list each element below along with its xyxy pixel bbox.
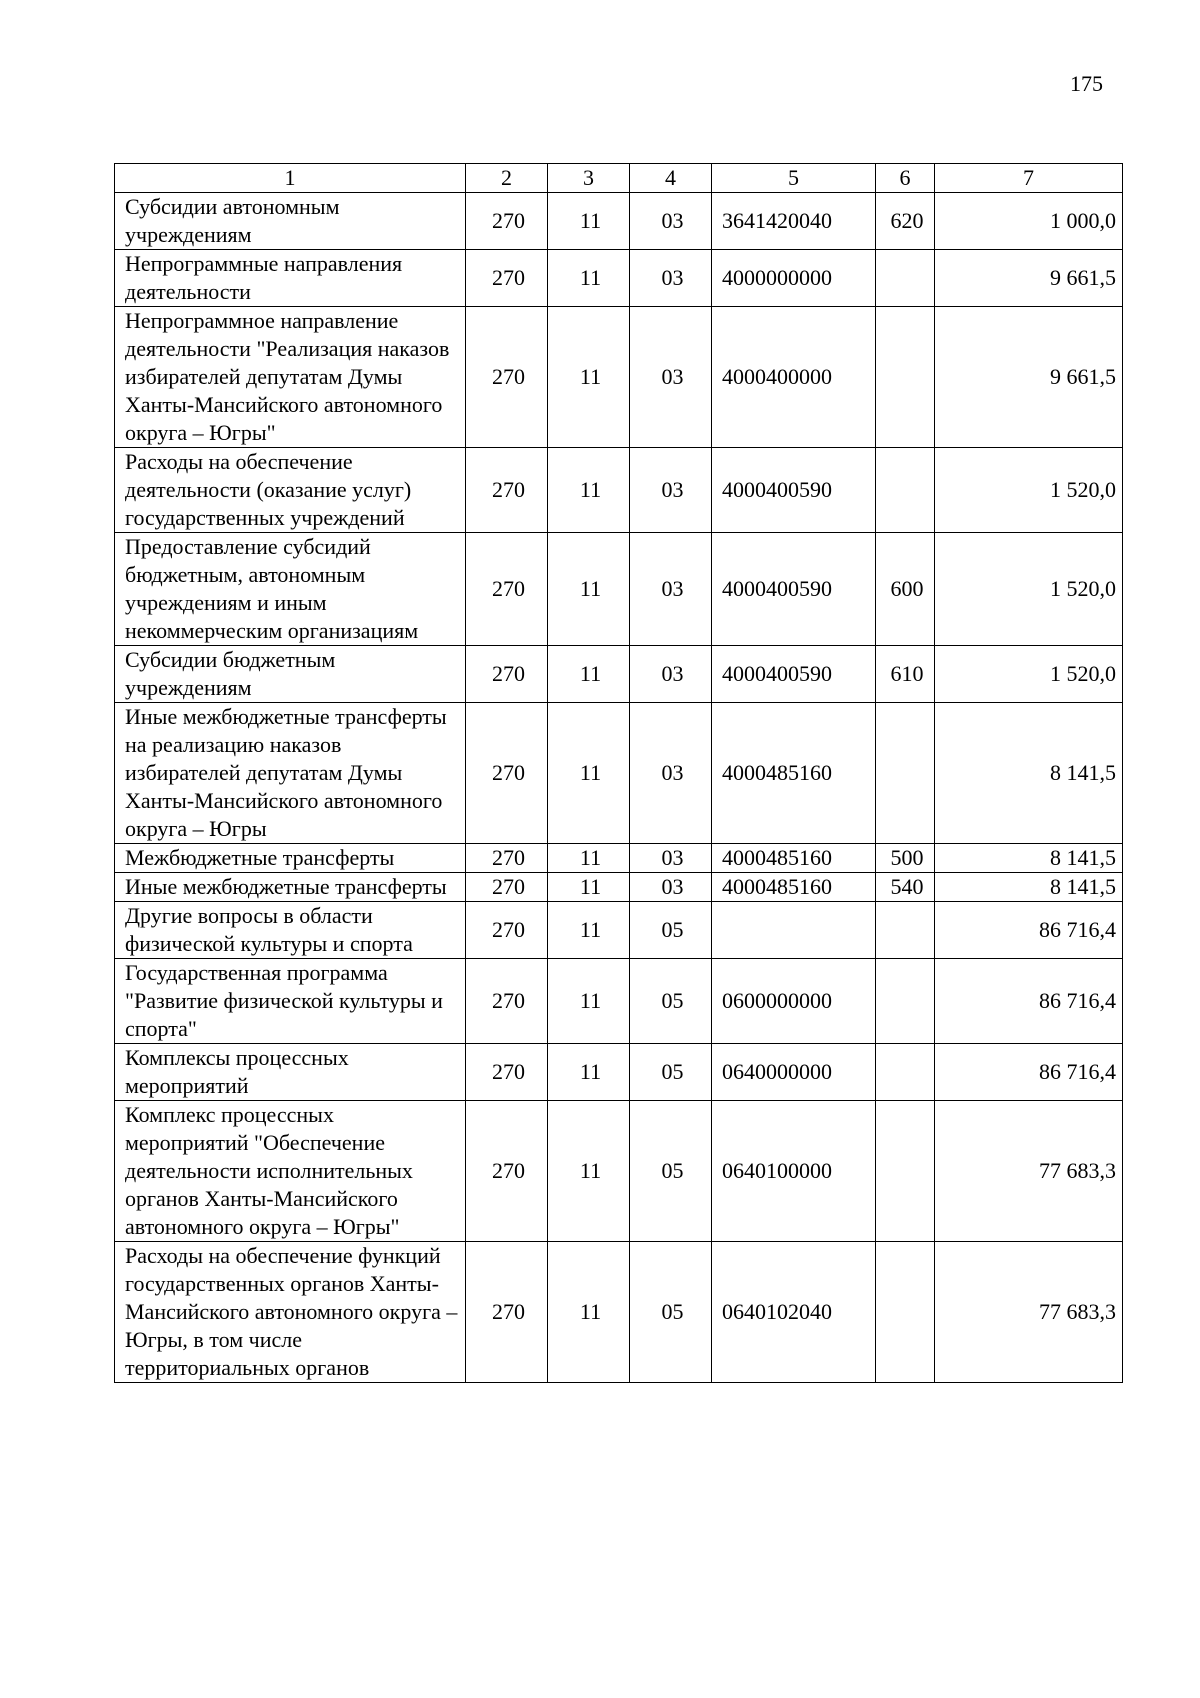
row-name: Субсидии бюджетным учреждениям xyxy=(115,646,466,703)
table-row xyxy=(115,1101,1123,1242)
row-name: Субсидии автономным учреждениям xyxy=(115,193,466,250)
row-expense-type xyxy=(876,902,935,959)
row-section: 11 xyxy=(548,959,630,1044)
header-row xyxy=(115,164,1123,193)
row-admin-code: 270 xyxy=(466,193,548,250)
table-row xyxy=(115,250,1123,307)
row-admin-code: 270 xyxy=(466,1242,548,1383)
row-name: Расходы на обеспечение функций государственных органов Ханты-Мансийского автономного округа – Югры, в том числе территориальных органов xyxy=(115,1242,466,1383)
row-subsection: 03 xyxy=(630,307,712,448)
header-col-7: 7 xyxy=(935,164,1123,193)
header-col-5: 5 xyxy=(712,164,876,193)
row-target-article xyxy=(712,902,876,959)
row-name: Непрограммное направление деятельности "Реализация наказов избирателей депутатам Думы Ханты-Мансийского автономного округа – Югры" xyxy=(115,307,466,448)
table-row xyxy=(115,307,1123,448)
header-col-3: 3 xyxy=(548,164,630,193)
row-section: 11 xyxy=(548,193,630,250)
row-target-article: 0640000000 xyxy=(712,1044,876,1101)
row-expense-type: 620 xyxy=(876,193,935,250)
row-target-article: 4000400000 xyxy=(712,307,876,448)
row-amount: 9 661,5 xyxy=(935,307,1123,448)
row-name: Непрограммные направления деятельности xyxy=(115,250,466,307)
row-target-article: 0640102040 xyxy=(712,1242,876,1383)
row-name: Государственная программа "Развитие физической культуры и спорта" xyxy=(115,959,466,1044)
table-row xyxy=(115,703,1123,844)
row-expense-type: 540 xyxy=(876,873,935,902)
row-subsection: 05 xyxy=(630,902,712,959)
row-section: 11 xyxy=(548,703,630,844)
page-number: 175 xyxy=(1070,71,1103,96)
row-subsection: 05 xyxy=(630,1101,712,1242)
row-expense-type xyxy=(876,1044,935,1101)
budget-table xyxy=(114,163,1123,1383)
row-section: 11 xyxy=(548,844,630,873)
row-amount: 1 000,0 xyxy=(935,193,1123,250)
row-amount: 1 520,0 xyxy=(935,448,1123,533)
row-amount: 77 683,3 xyxy=(935,1101,1123,1242)
table-row xyxy=(115,844,1123,873)
table-row xyxy=(115,448,1123,533)
row-section: 11 xyxy=(548,902,630,959)
row-section: 11 xyxy=(548,448,630,533)
row-section: 11 xyxy=(548,533,630,646)
row-expense-type xyxy=(876,703,935,844)
row-name: Предоставление субсидий бюджетным, автономным учреждениям и иным некоммерческим организациям xyxy=(115,533,466,646)
row-expense-type: 500 xyxy=(876,844,935,873)
row-target-article: 4000000000 xyxy=(712,250,876,307)
row-expense-type: 610 xyxy=(876,646,935,703)
row-amount: 8 141,5 xyxy=(935,873,1123,902)
row-admin-code: 270 xyxy=(466,902,548,959)
row-admin-code: 270 xyxy=(466,873,548,902)
row-subsection: 05 xyxy=(630,959,712,1044)
row-target-article: 4000485160 xyxy=(712,703,876,844)
row-subsection: 03 xyxy=(630,250,712,307)
row-subsection: 03 xyxy=(630,646,712,703)
row-name: Комплекс процессных мероприятий "Обеспечение деятельности исполнительных органов Ханты-Мансийского автономного округа – Югры" xyxy=(115,1101,466,1242)
table-row xyxy=(115,959,1123,1044)
row-section: 11 xyxy=(548,1242,630,1383)
row-target-article: 4000400590 xyxy=(712,448,876,533)
row-name: Иные межбюджетные трансферты xyxy=(115,873,466,902)
row-target-article: 4000400590 xyxy=(712,533,876,646)
row-name: Другие вопросы в области физической культуры и спорта xyxy=(115,902,466,959)
row-target-article: 0640100000 xyxy=(712,1101,876,1242)
row-section: 11 xyxy=(548,250,630,307)
row-subsection: 03 xyxy=(630,533,712,646)
row-amount: 1 520,0 xyxy=(935,533,1123,646)
row-subsection: 05 xyxy=(630,1044,712,1101)
row-section: 11 xyxy=(548,1044,630,1101)
row-amount: 86 716,4 xyxy=(935,902,1123,959)
row-subsection: 05 xyxy=(630,1242,712,1383)
row-subsection: 03 xyxy=(630,703,712,844)
row-admin-code: 270 xyxy=(466,646,548,703)
row-expense-type xyxy=(876,959,935,1044)
row-subsection: 03 xyxy=(630,448,712,533)
row-amount: 9 661,5 xyxy=(935,250,1123,307)
row-admin-code: 270 xyxy=(466,250,548,307)
row-admin-code: 270 xyxy=(466,959,548,1044)
table-row xyxy=(115,1044,1123,1101)
table-row xyxy=(115,533,1123,646)
header-col-4: 4 xyxy=(630,164,712,193)
row-amount: 86 716,4 xyxy=(935,1044,1123,1101)
row-name: Комплексы процессных мероприятий xyxy=(115,1044,466,1101)
row-admin-code: 270 xyxy=(466,448,548,533)
row-amount: 86 716,4 xyxy=(935,959,1123,1044)
row-subsection: 03 xyxy=(630,873,712,902)
row-expense-type xyxy=(876,448,935,533)
table-row xyxy=(115,1242,1123,1383)
row-amount: 8 141,5 xyxy=(935,703,1123,844)
row-target-article: 3641420040 xyxy=(712,193,876,250)
row-admin-code: 270 xyxy=(466,1044,548,1101)
header-col-2: 2 xyxy=(466,164,548,193)
row-section: 11 xyxy=(548,307,630,448)
row-section: 11 xyxy=(548,1101,630,1242)
row-subsection: 03 xyxy=(630,844,712,873)
row-name: Иные межбюджетные трансферты на реализацию наказов избирателей депутатам Думы Ханты-Мансийского автономного округа – Югры xyxy=(115,703,466,844)
row-name: Расходы на обеспечение деятельности (оказание услуг) государственных учреждений xyxy=(115,448,466,533)
row-expense-type xyxy=(876,307,935,448)
row-name: Межбюджетные трансферты xyxy=(115,844,466,873)
row-amount: 1 520,0 xyxy=(935,646,1123,703)
row-target-article: 4000485160 xyxy=(712,844,876,873)
row-section: 11 xyxy=(548,646,630,703)
header-col-6: 6 xyxy=(876,164,935,193)
row-admin-code: 270 xyxy=(466,703,548,844)
row-section: 11 xyxy=(548,873,630,902)
header-col-1: 1 xyxy=(115,164,466,193)
row-subsection: 03 xyxy=(630,193,712,250)
row-target-article: 4000400590 xyxy=(712,646,876,703)
row-expense-type xyxy=(876,1242,935,1383)
row-expense-type xyxy=(876,1101,935,1242)
row-admin-code: 270 xyxy=(466,844,548,873)
row-amount: 8 141,5 xyxy=(935,844,1123,873)
table-row xyxy=(115,646,1123,703)
row-target-article: 4000485160 xyxy=(712,873,876,902)
row-admin-code: 270 xyxy=(466,307,548,448)
row-expense-type xyxy=(876,250,935,307)
table-row xyxy=(115,873,1123,902)
row-amount: 77 683,3 xyxy=(935,1242,1123,1383)
table-row xyxy=(115,193,1123,250)
table-row xyxy=(115,902,1123,959)
row-admin-code: 270 xyxy=(466,1101,548,1242)
row-admin-code: 270 xyxy=(466,533,548,646)
row-expense-type: 600 xyxy=(876,533,935,646)
row-target-article: 0600000000 xyxy=(712,959,876,1044)
